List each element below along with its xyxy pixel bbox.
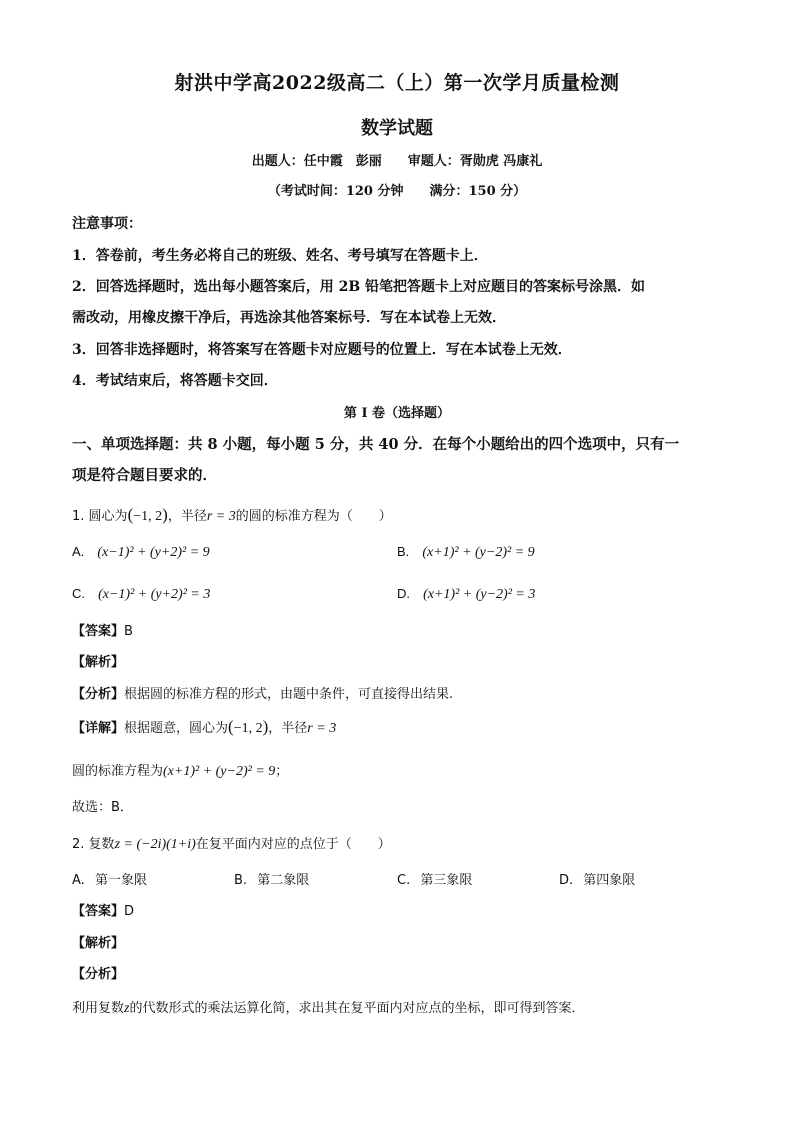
option-c xyxy=(72,583,210,603)
option-text: (x+1)² + (y−2)² = 3 xyxy=(423,587,536,602)
notice-item: 1．答卷前，考生务必将自己的班级、姓名、考号填写在答题卡上． xyxy=(72,248,488,264)
question-1-stem: 1. 圆心为(−1, 2)，半径r = 3的圆的标准方程为（ ） xyxy=(72,505,392,524)
choose-line: 故选：B． xyxy=(72,800,133,815)
option-b xyxy=(397,541,535,561)
answer-tag: 【答案】 xyxy=(72,624,125,639)
exam-subtitle: 数学试题 xyxy=(361,118,433,139)
radius-expr: r = 3 xyxy=(307,721,337,736)
section-label: 第 I 卷（选择题） xyxy=(343,406,451,421)
answer-value: B xyxy=(124,624,133,639)
option-b xyxy=(234,869,309,888)
notice-item: 3．回答非选择题时，将答案写在答题卡对应题号的位置上．写在本试卷上无效． xyxy=(72,342,572,358)
option-text: 第四象限 xyxy=(583,873,636,888)
option-a xyxy=(72,541,210,561)
stem-text: 复数 xyxy=(88,837,115,852)
question-number: 2. xyxy=(72,837,85,852)
stem-text: 圆心为 xyxy=(88,509,128,524)
option-text: (x−1)² + (y+2)² = 3 xyxy=(98,587,211,602)
fenxi-tag: 【分析】 xyxy=(72,687,125,702)
option-label: B. xyxy=(234,873,248,888)
answer-tag: 【答案】 xyxy=(72,904,125,919)
answer-value: D xyxy=(124,904,135,919)
option-d xyxy=(397,583,535,603)
center-point: −1, 2 xyxy=(233,721,263,736)
answer-line xyxy=(72,620,133,639)
option-label: B. xyxy=(397,544,410,559)
equation-expr: (x+1)² + (y−2)² = 9 xyxy=(163,764,276,779)
fenxi-text: 的代数形式的乘法运算化简，求出其在复平面内对应点的坐标，即可得到答案． xyxy=(129,1001,585,1016)
center-point: −1, 2 xyxy=(133,509,163,524)
notice-heading: 注意事项： xyxy=(72,216,142,232)
option-text: (x−1)² + (y+2)² = 9 xyxy=(97,545,210,560)
analysis-tag: 【解析】 xyxy=(72,655,125,670)
xiangjie-text: ，半径 xyxy=(268,721,308,736)
option-text: 第三象限 xyxy=(420,873,473,888)
equation-text: ； xyxy=(275,764,289,779)
equation-text: 圆的标准方程为 xyxy=(72,764,164,779)
analysis-tag: 【解析】 xyxy=(72,936,125,951)
equation-line xyxy=(72,760,288,780)
exam-title: 射洪中学高2022级高二（上）第一次学月质量检测 xyxy=(174,72,620,94)
option-text: (x+1)² + (y−2)² = 9 xyxy=(422,545,535,560)
xiangjie-text: 根据题意，圆心为 xyxy=(124,721,229,736)
option-label: A. xyxy=(72,544,85,559)
xiangjie-line: 【详解】根据题意，圆心为(−1, 2)，半径r = 3 xyxy=(72,717,337,736)
radius-expr: r = 3 xyxy=(206,509,236,524)
fenxi-text: 利用复数 xyxy=(72,1001,125,1016)
option-d xyxy=(559,869,635,888)
stem-text: ，半径 xyxy=(167,509,207,524)
fenxi-text: 根据圆的标准方程的形式，由题中条件，可直接得出结果. xyxy=(124,687,454,702)
fenxi-tag: 【分析】 xyxy=(72,967,125,982)
notice-item: 4．考试结束后，将答题卡交回． xyxy=(72,373,278,389)
question-2-stem xyxy=(72,833,391,853)
option-text: 第二象限 xyxy=(257,873,310,888)
section-instructions: 项是符合题目要求的． xyxy=(72,467,217,484)
option-text: 第一象限 xyxy=(94,873,147,888)
answer-line xyxy=(72,900,134,919)
variable-z: z xyxy=(124,1001,130,1016)
notice-item: 2．回答选择题时，选出每小题答案后，用 2B 铅笔把答题卡上对应题目的答案标号涂黑．如 xyxy=(72,279,646,295)
option-c xyxy=(397,869,472,888)
author-line: 出题人：任中霞 彭丽 审题人：胥勋虎 冯康礼 xyxy=(251,154,543,169)
fenxi-line xyxy=(72,683,453,702)
question-number: 1. xyxy=(72,509,85,524)
complex-expr: z = (−2i)(1+i) xyxy=(114,837,196,852)
time-info: （考试时间：120 分钟 满分：150 分） xyxy=(267,184,527,199)
option-label: C. xyxy=(397,873,411,888)
option-a xyxy=(72,869,147,888)
option-label: D. xyxy=(397,586,410,601)
xiangjie-tag: 【详解】 xyxy=(72,721,125,736)
option-label: D. xyxy=(559,873,574,888)
section-instructions: 一、单项选择题：共 8 小题，每小题 5 分，共 40 分．在每个小题给出的四个选项中，只有一 xyxy=(72,436,680,453)
option-label: C. xyxy=(72,586,85,601)
stem-text: 的圆的标准方程为（ ） xyxy=(235,509,392,524)
option-label: A. xyxy=(72,873,85,888)
notice-item: 需改动，用橡皮擦干净后，再选涂其他答案标号．写在本试卷上无效． xyxy=(72,310,506,326)
fenxi-line xyxy=(72,997,584,1017)
stem-text: 在复平面内对应的点位于（ ） xyxy=(195,837,391,852)
